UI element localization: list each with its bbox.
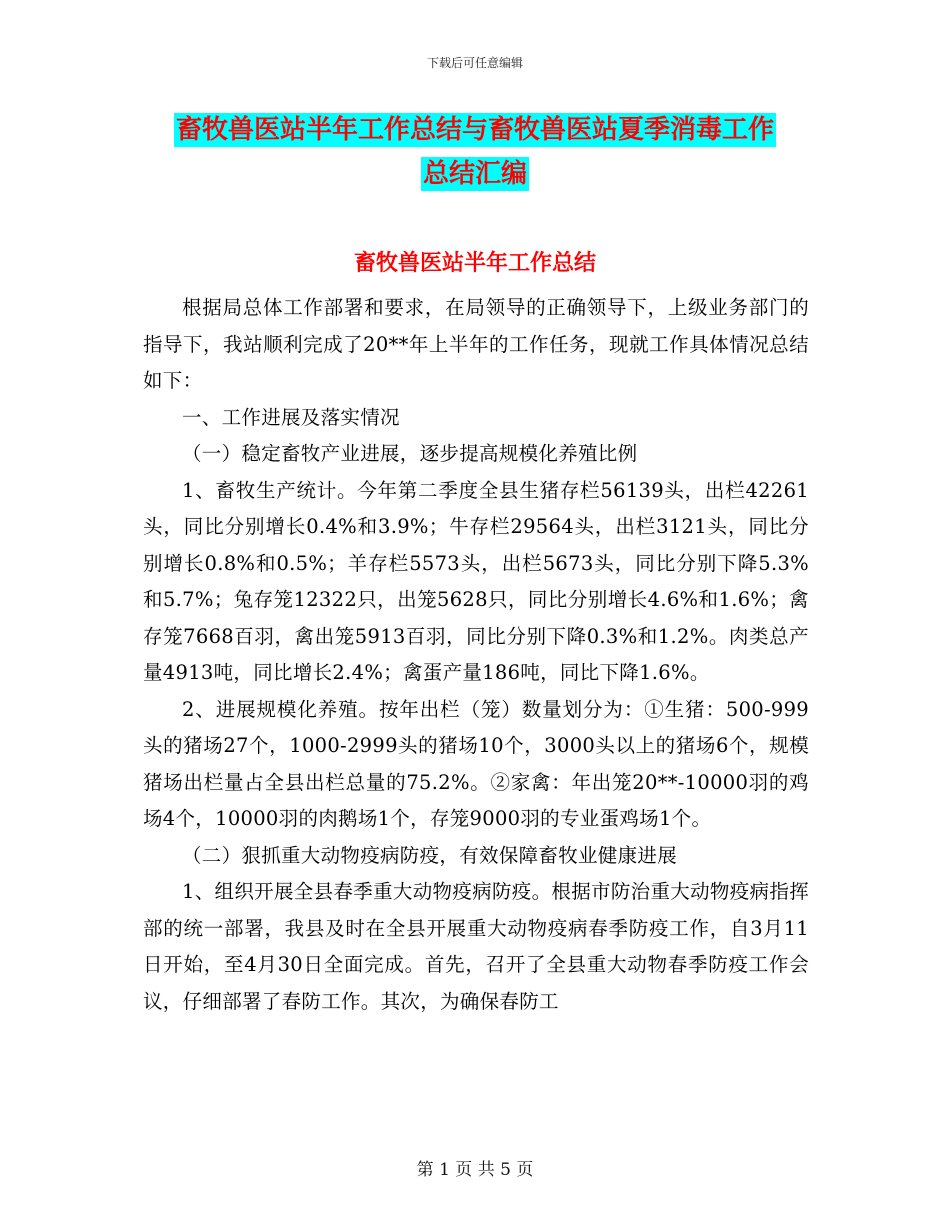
header-note: 下载后可任意编辑 xyxy=(426,56,523,70)
document-body xyxy=(143,290,809,1020)
document-title-line-2 xyxy=(0,154,950,194)
document-title-line-1-text: 畜牧兽医站半年工作总结与畜牧兽医站夏季消毒工作 xyxy=(175,115,774,145)
document-title-line-1 xyxy=(0,110,950,150)
paragraph-subheading-2: （二）狠抓重大动物疫病防疫，有效保障畜牧业健康进展 xyxy=(182,843,678,867)
page-footer: 第 1 页 共 5 页 xyxy=(416,1160,534,1180)
section-title: 畜牧兽医站半年工作总结 xyxy=(353,251,596,276)
paragraph-intro: 根据局总体工作部署和要求，在局领导的正确领导下，上级业务部门的指导下，我站顺利完成了20**年上半年的工作任务，现就工作具体情况总结如下： xyxy=(143,296,809,392)
paragraph-subheading-1: （一）稳定畜牧产业进展，逐步提高规模化养殖比例 xyxy=(182,442,638,465)
paragraph-scale-farming: 2、进展规模化养殖。按年出栏（笼）数量划分为：①生猪：500-999头的猪场27个，1000-2999头的猪场10个，3000头以上的猪场6个，规模猪场出栏量占全县出栏总量的75.2%。②家禽：年出笼20**-10000羽的鸡场4个，10000羽的肉鹅场1个，存笼9000羽的专业蛋鸡场1个。 xyxy=(143,697,809,830)
paragraph-spring-epidemic: 1、组织开展全县春季重大动物疫病防疫。根据市防治重大动物疫病指挥部的统一部署，我县及时在全县开展重大动物疫病春季防疫工作，自3月11日开始，至4月30日全面完成。首先，召开了全县重大动物春季防疫工作会议，仔细部署了春防工作。其次，为确保春防工 xyxy=(143,880,809,1013)
paragraph-livestock-stats: 1、畜牧生产统计。今年第二季度全县生猪存栏56139头，出栏42261头，同比分别增长0.4%和3.9%；牛存栏29564头，出栏3121头，同比分别增长0.8%和0.5%；羊存栏5573头，出栏5673头，同比分别下降5.3%和5.7%；兔存笼12322只，出笼5628只，同比分别增长4.6%和1.6%；禽存笼7668百羽，禽出笼5913百羽，同比分别下降0.3%和1.2%。肉类总产量4913吨，同比增长2.4%；禽蛋产量186吨，同比下降1.6%。 xyxy=(143,478,809,684)
paragraph-heading-1: 一、工作进展及落实情况 xyxy=(182,405,400,429)
document-title-line-2-text: 总结汇编 xyxy=(422,159,527,189)
